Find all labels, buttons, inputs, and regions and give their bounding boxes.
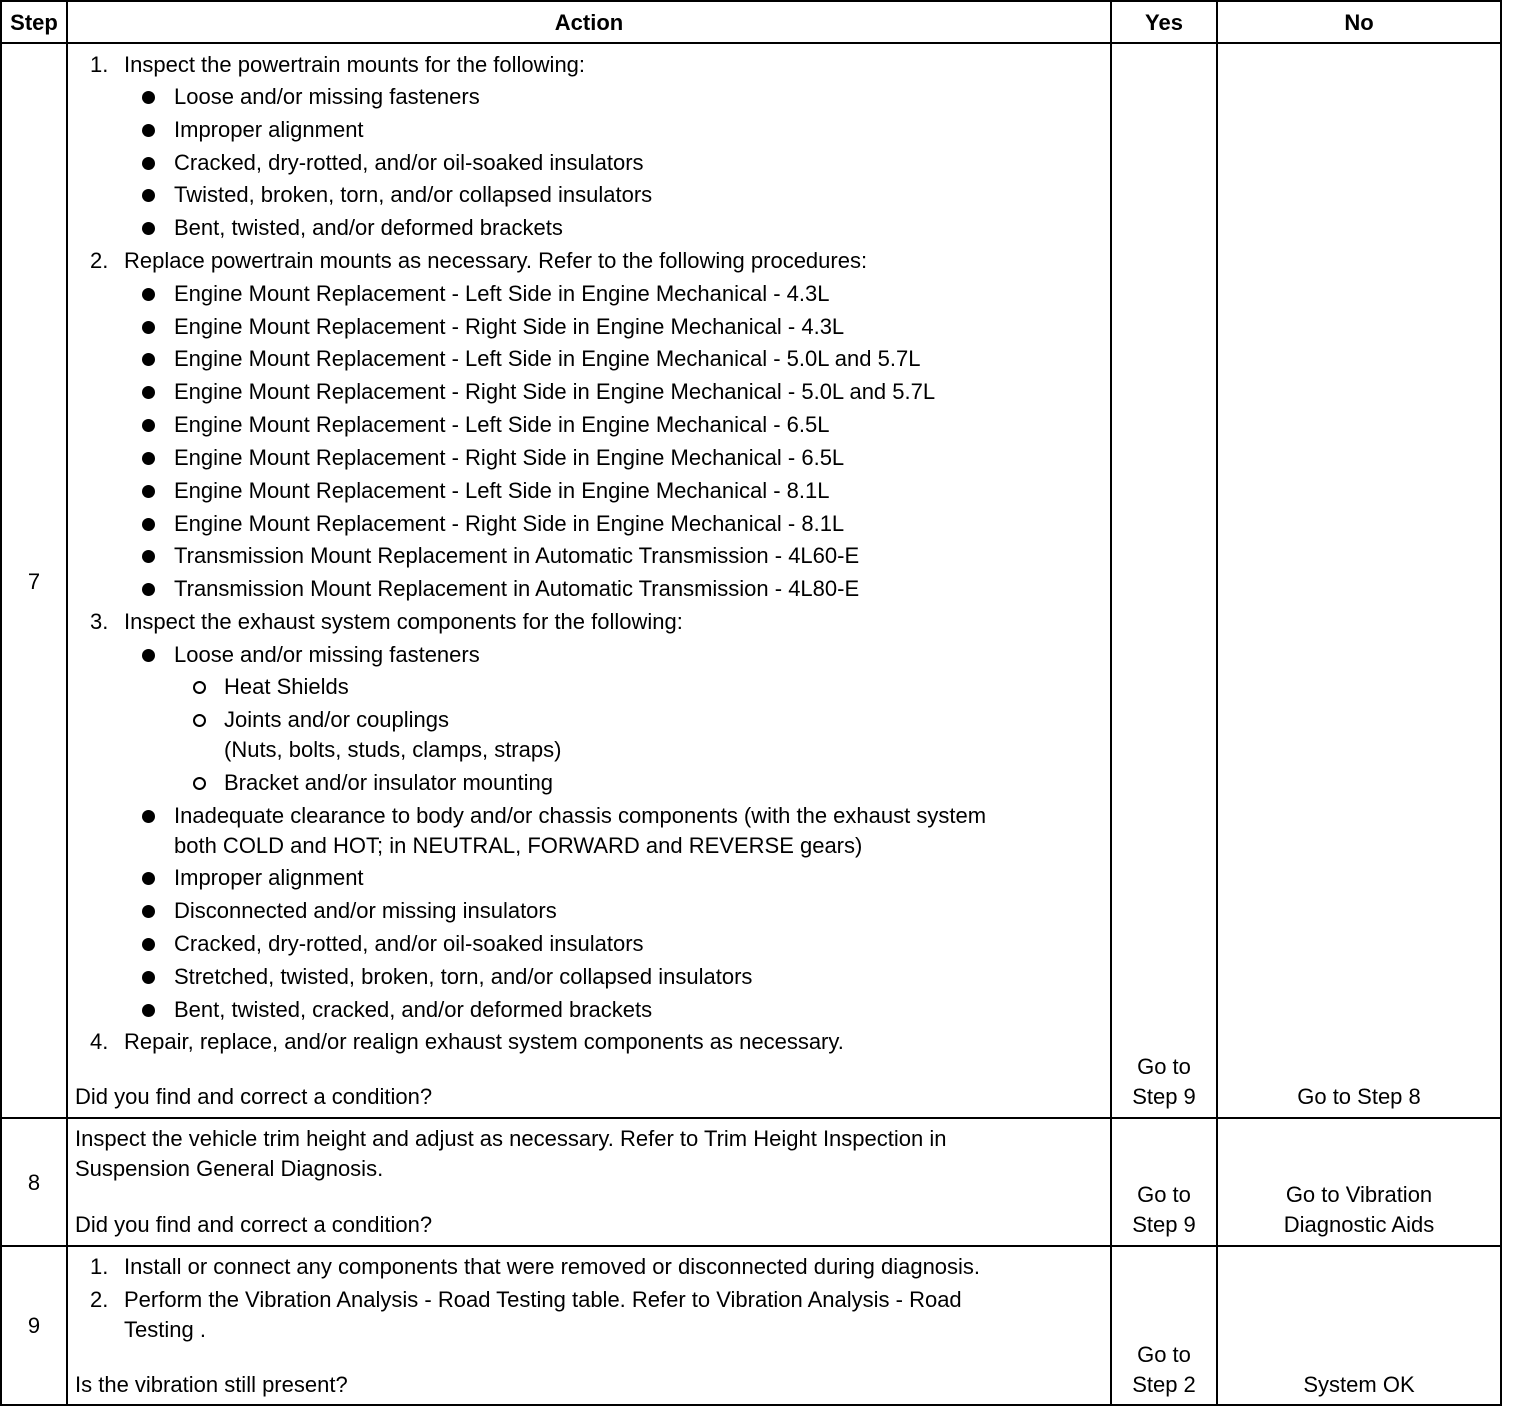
list-item-text: Testing . bbox=[124, 1317, 206, 1342]
yes-result-step-9: Step 2 bbox=[1132, 1372, 1196, 1397]
column-divider bbox=[66, 2, 68, 1404]
list-item-text: Replace powertrain mounts as necessary. Refer to the following procedures: bbox=[124, 248, 868, 273]
action-text: Inspect the vehicle trim height and adjust as necessary. Refer to Trim Height Inspection in bbox=[75, 1126, 947, 1151]
bullet-icon bbox=[142, 583, 155, 596]
row-divider bbox=[2, 42, 1500, 44]
circle-bullet-icon bbox=[193, 777, 206, 790]
bullet-icon bbox=[142, 288, 155, 301]
list-number: 4. bbox=[90, 1029, 109, 1054]
bullet-item-text: Cracked, dry-rotted, and/or oil-soaked insulators bbox=[174, 150, 644, 175]
bullet-item-text: Cracked, dry-rotted, and/or oil-soaked insulators bbox=[174, 931, 644, 956]
bullet-item-text: Engine Mount Replacement - Right Side in Engine Mechanical - 5.0L and 5.7L bbox=[174, 379, 936, 404]
yes-result-step-8: Step 9 bbox=[1132, 1212, 1196, 1237]
bullet-item-text: Disconnected and/or missing insulators bbox=[174, 898, 557, 923]
bullet-item-text: Improper alignment bbox=[174, 117, 364, 142]
no-result-step-8: Diagnostic Aids bbox=[1283, 1212, 1435, 1237]
bullet-icon bbox=[142, 91, 155, 104]
bullet-item-text: Stretched, twisted, broken, torn, and/or collapsed insulators bbox=[174, 964, 753, 989]
bullet-icon bbox=[142, 321, 155, 334]
bullet-icon bbox=[142, 157, 155, 170]
bullet-icon bbox=[142, 518, 155, 531]
list-item-text: Inspect the exhaust system components for the following: bbox=[124, 609, 683, 634]
list-item-text: Inspect the powertrain mounts for the following: bbox=[124, 52, 586, 77]
bullet-item-text: Bent, twisted, cracked, and/or deformed brackets bbox=[174, 997, 653, 1022]
list-number: 3. bbox=[90, 609, 109, 634]
bullet-icon bbox=[142, 485, 155, 498]
yes-result-step-9: Go to bbox=[1137, 1342, 1191, 1367]
no-result-step-8: Go to Vibration bbox=[1285, 1182, 1433, 1207]
bullet-icon bbox=[142, 1004, 155, 1017]
step-number: 7 bbox=[27, 569, 41, 594]
sub-bullet-item-text: Bracket and/or insulator mounting bbox=[224, 770, 553, 795]
bullet-icon bbox=[142, 649, 155, 662]
bullet-item-text: Loose and/or missing fasteners bbox=[174, 84, 480, 109]
bullet-item-text: Engine Mount Replacement - Right Side in Engine Mechanical - 6.5L bbox=[174, 445, 845, 470]
list-number: 2. bbox=[90, 248, 109, 273]
bullet-icon bbox=[142, 810, 155, 823]
header-step: Step bbox=[10, 10, 58, 35]
bullet-item-text: Improper alignment bbox=[174, 865, 364, 890]
bullet-item-text: Engine Mount Replacement - Left Side in Engine Mechanical - 8.1L bbox=[174, 478, 830, 503]
bullet-icon bbox=[142, 222, 155, 235]
bullet-icon bbox=[142, 419, 155, 432]
bullet-item-text: Twisted, broken, torn, and/or collapsed insulators bbox=[174, 182, 653, 207]
bullet-item-text: both COLD and HOT; in NEUTRAL, FORWARD and REVERSE gears) bbox=[174, 833, 863, 858]
yes-result-step-8: Go to bbox=[1137, 1182, 1191, 1207]
no-result-step-7: Go to Step 8 bbox=[1297, 1084, 1421, 1109]
bullet-icon bbox=[142, 872, 155, 885]
step-number: 9 bbox=[27, 1313, 41, 1338]
list-number: 1. bbox=[90, 52, 109, 77]
list-item-text: Perform the Vibration Analysis - Road Testing table. Refer to Vibration Analysis - Road bbox=[124, 1287, 962, 1312]
row-divider bbox=[2, 1117, 1500, 1119]
bullet-item-text: Engine Mount Replacement - Left Side in Engine Mechanical - 4.3L bbox=[174, 281, 830, 306]
yes-result-step-7: Step 9 bbox=[1132, 1084, 1196, 1109]
header-no: No bbox=[1344, 10, 1374, 35]
action-text: Suspension General Diagnosis. bbox=[75, 1156, 384, 1181]
circle-bullet-icon bbox=[193, 714, 206, 727]
header-action: Action bbox=[554, 10, 624, 35]
bullet-icon bbox=[142, 386, 155, 399]
bullet-item-text: Engine Mount Replacement - Left Side in Engine Mechanical - 6.5L bbox=[174, 412, 830, 437]
sub-bullet-item-text: Heat Shields bbox=[224, 674, 349, 699]
step-number: 8 bbox=[27, 1170, 41, 1195]
action-text: Did you find and correct a condition? bbox=[75, 1084, 433, 1109]
bullet-item-text: Transmission Mount Replacement in Automatic Transmission - 4L60-E bbox=[174, 543, 860, 568]
bullet-item-text: Loose and/or missing fasteners bbox=[174, 642, 480, 667]
bullet-item-text: Engine Mount Replacement - Right Side in Engine Mechanical - 4.3L bbox=[174, 314, 845, 339]
row-divider bbox=[2, 1245, 1500, 1247]
action-text: Did you find and correct a condition? bbox=[75, 1212, 433, 1237]
bullet-item-text: Inadequate clearance to body and/or chassis components (with the exhaust system bbox=[174, 803, 987, 828]
bullet-icon bbox=[142, 189, 155, 202]
bullet-icon bbox=[142, 938, 155, 951]
bullet-icon bbox=[142, 550, 155, 563]
bullet-icon bbox=[142, 452, 155, 465]
no-result-step-9: System OK bbox=[1303, 1372, 1415, 1397]
bullet-icon bbox=[142, 353, 155, 366]
bullet-icon bbox=[142, 905, 155, 918]
sub-bullet-item-text: (Nuts, bolts, studs, clamps, straps) bbox=[224, 737, 562, 762]
sub-bullet-item-text: Joints and/or couplings bbox=[224, 707, 450, 732]
bullet-item-text: Bent, twisted, and/or deformed brackets bbox=[174, 215, 563, 240]
circle-bullet-icon bbox=[193, 681, 206, 694]
list-number: 2. bbox=[90, 1287, 109, 1312]
bullet-item-text: Engine Mount Replacement - Right Side in Engine Mechanical - 8.1L bbox=[174, 511, 845, 536]
list-item-text: Repair, replace, and/or realign exhaust system components as necessary. bbox=[124, 1029, 844, 1054]
yes-result-step-7: Go to bbox=[1137, 1054, 1191, 1079]
action-text: Is the vibration still present? bbox=[75, 1372, 348, 1397]
bullet-item-text: Transmission Mount Replacement in Automatic Transmission - 4L80-E bbox=[174, 576, 860, 601]
bullet-icon bbox=[142, 971, 155, 984]
list-number: 1. bbox=[90, 1254, 109, 1279]
header-yes: Yes bbox=[1145, 10, 1183, 35]
list-item-text: Install or connect any components that were removed or disconnected during diagnosis. bbox=[124, 1254, 981, 1279]
bullet-icon bbox=[142, 124, 155, 137]
bullet-item-text: Engine Mount Replacement - Left Side in Engine Mechanical - 5.0L and 5.7L bbox=[174, 346, 921, 371]
